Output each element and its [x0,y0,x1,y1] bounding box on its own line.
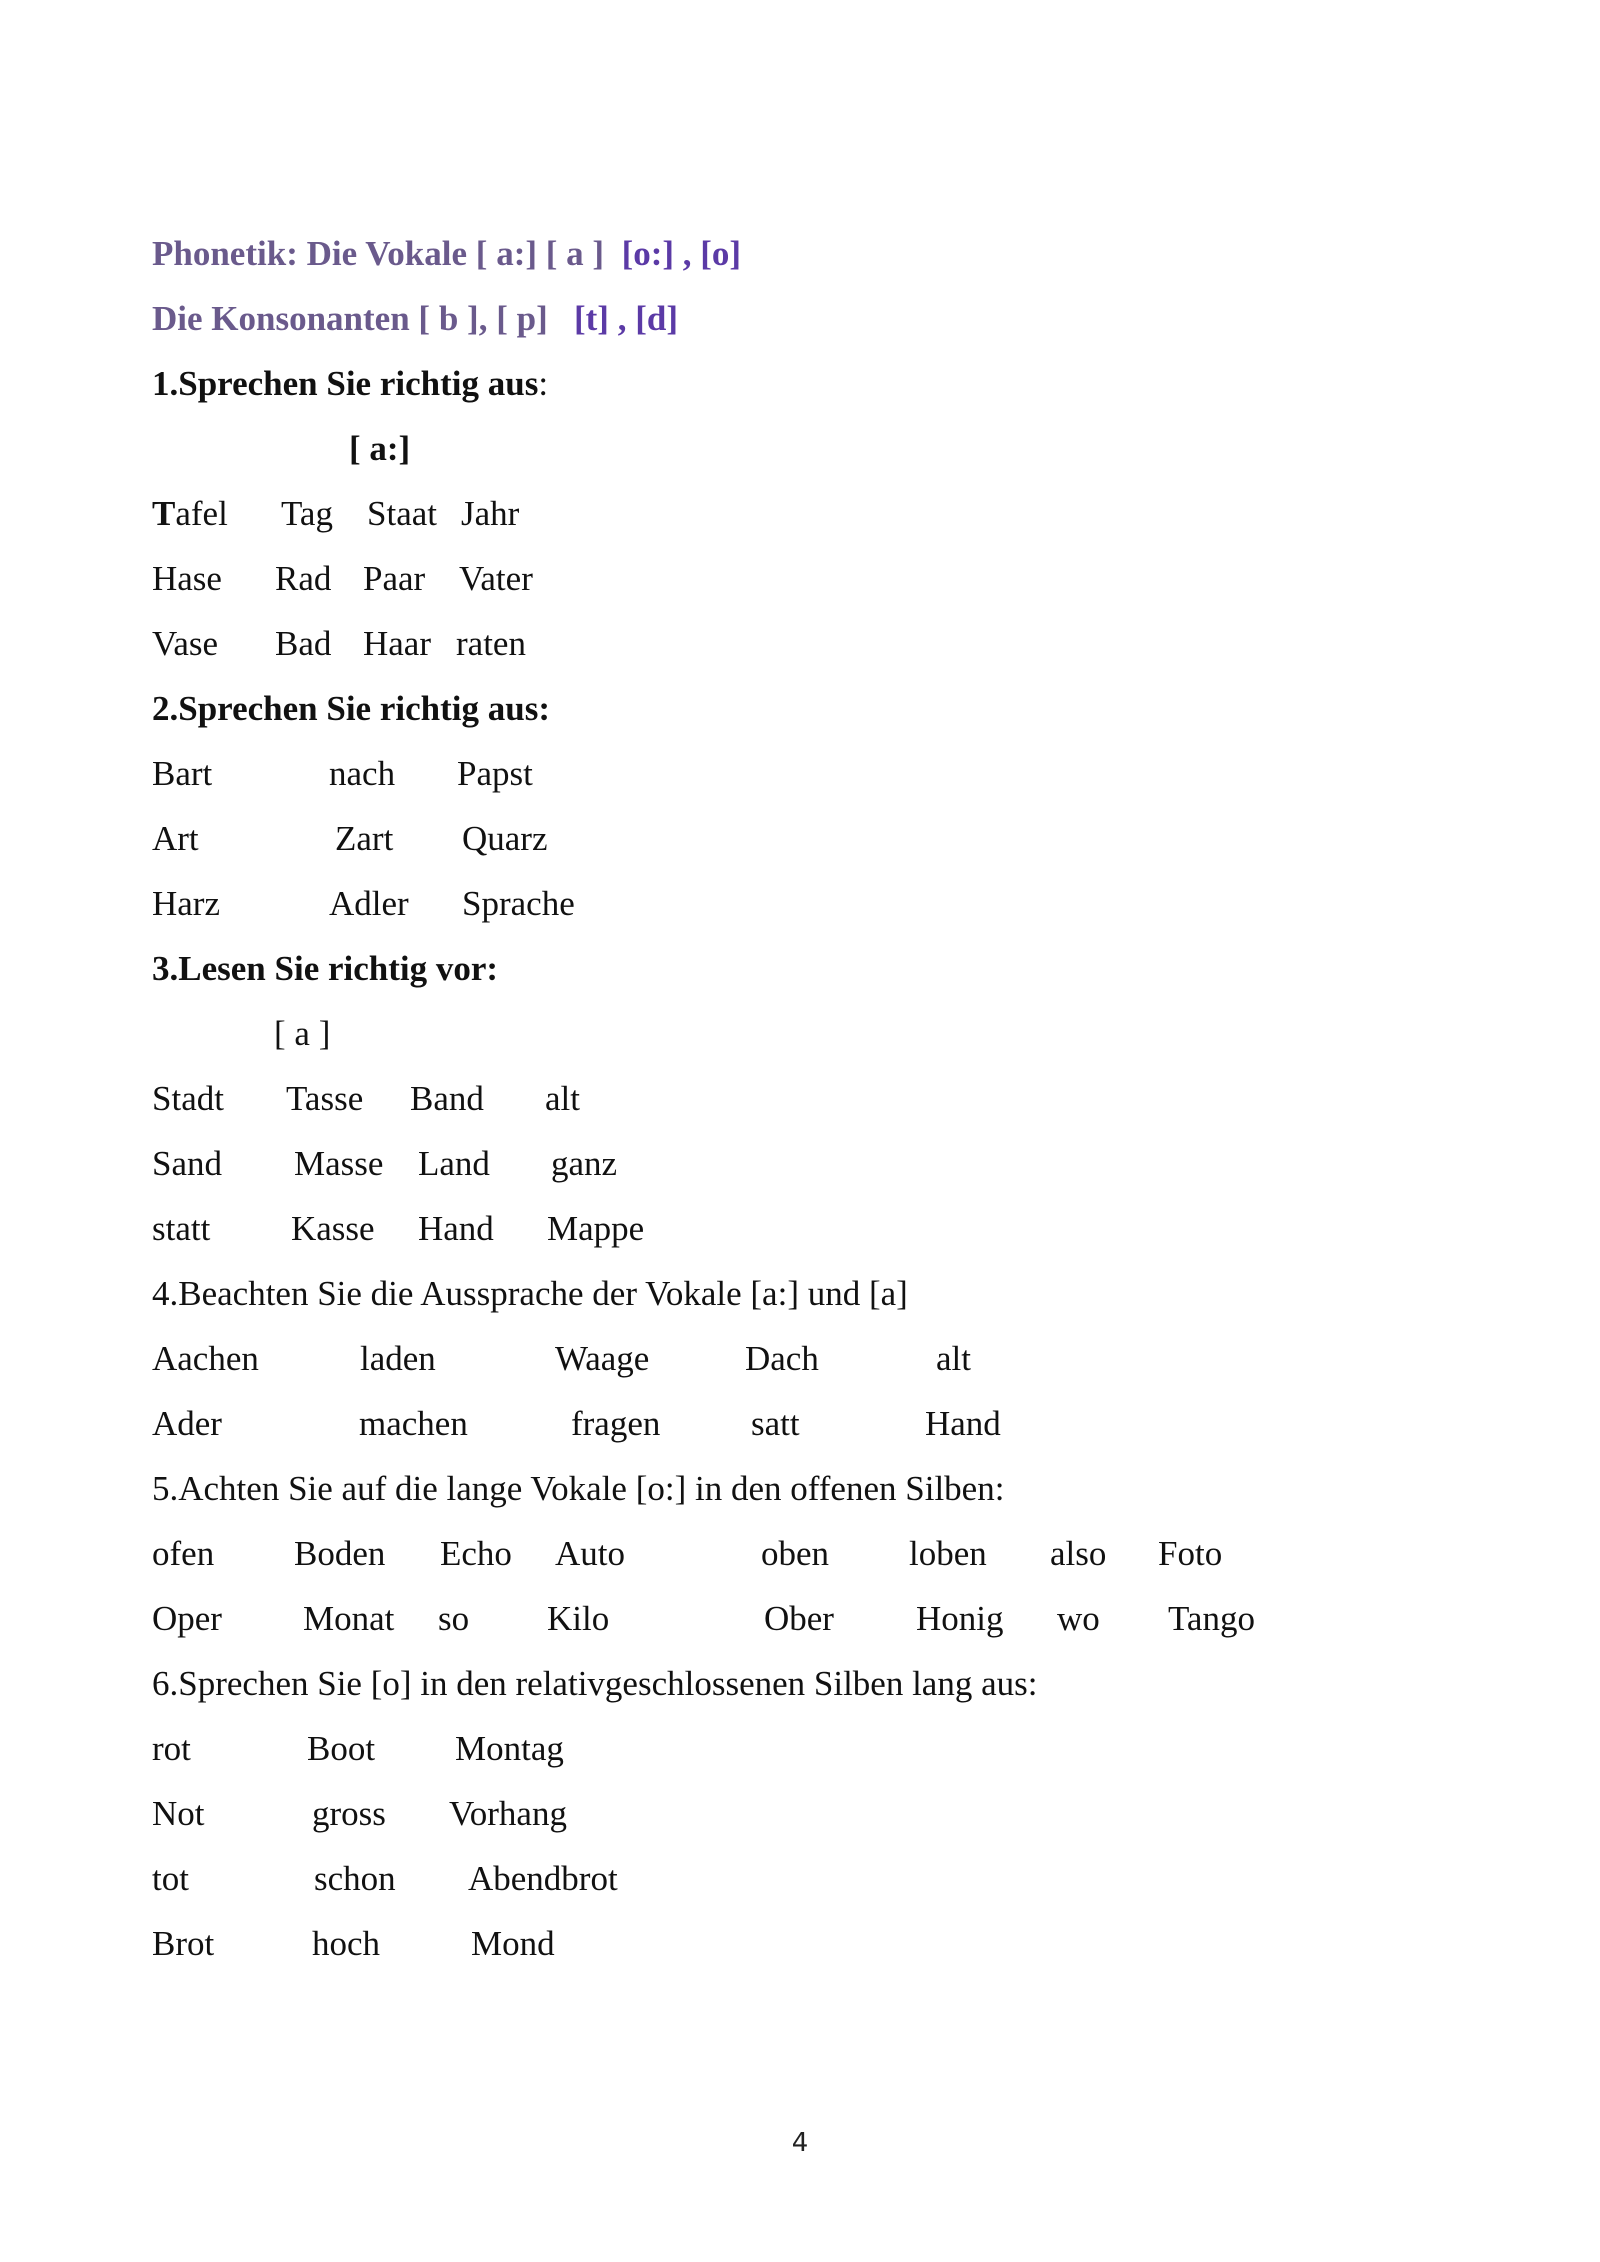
exercise-1-title-colon: : [538,364,549,403]
exercise-1-title [152,362,548,406]
word: Vorhang [449,1794,567,1833]
word: Hand [925,1404,1001,1443]
header-consonants [152,297,678,341]
word-rest: afel [175,494,228,533]
word: Foto [1158,1534,1223,1573]
word: satt [751,1404,800,1443]
word: Vater [459,559,533,598]
word: machen [359,1404,468,1443]
word: Boot [307,1729,376,1768]
word: Brot [152,1924,215,1963]
exercise-3-title: 3.Lesen Sie richtig vor: [152,949,499,988]
exercise-1-title-text: 1.Sprechen Sie richtig aus [152,364,539,403]
word: Rad [275,559,332,598]
word: Kilo [547,1599,610,1638]
word: tot [152,1859,189,1898]
word: loben [909,1534,987,1573]
word: Kasse [291,1209,375,1248]
word: fragen [571,1404,661,1443]
word: Quarz [462,819,548,858]
word: nach [329,754,396,793]
word: Not [152,1794,205,1833]
page-number: 4 [791,2128,809,2158]
word: Haar [363,624,432,663]
word: Adler [329,884,409,923]
word: Tag [281,494,333,533]
word: rot [152,1729,191,1768]
word: so [438,1599,470,1638]
word: Zart [335,819,394,858]
word: raten [456,624,526,663]
word: statt [152,1209,211,1248]
word: Honig [916,1599,1004,1638]
word: Boden [294,1534,386,1573]
word: alt [936,1339,971,1378]
word: Montag [455,1729,564,1768]
word: Stadt [152,1079,224,1118]
header-vowels [152,232,741,276]
word: Sprache [462,884,575,923]
word: schon [314,1859,396,1898]
word: ofen [152,1534,215,1573]
initial-letter: T [152,494,176,533]
word: Waage [555,1339,650,1378]
word: ganz [551,1144,618,1183]
word: Art [152,819,199,858]
word: Mappe [547,1209,645,1248]
word: Mond [471,1924,555,1963]
word: Masse [294,1144,384,1183]
header-vowels-part2: [o:] , [o] [621,234,742,273]
word: Bart [152,754,213,793]
word: gross [312,1794,386,1833]
word: Jahr [461,494,520,533]
word: oben [761,1534,830,1573]
word: Dach [745,1339,819,1378]
word: Ader [152,1404,222,1443]
word: also [1050,1534,1107,1573]
word: Tango [1168,1599,1255,1638]
header-consonants-part2: [t] , [d] [573,299,678,338]
word: wo [1057,1599,1100,1638]
word: Paar [363,559,426,598]
word: Auto [555,1534,625,1573]
word: Ober [764,1599,834,1638]
word: Tasse [286,1079,364,1118]
word: Aachen [152,1339,259,1378]
word: Hand [418,1209,494,1248]
word: Abendbrot [468,1859,618,1898]
word: Echo [440,1534,512,1573]
word: Staat [367,494,437,533]
word: hoch [312,1924,381,1963]
word: Monat [303,1599,395,1638]
exercise-6-title: 6.Sprechen Sie [o] in den relativgeschlossenen Silben lang aus: [152,1664,1038,1703]
word: Bad [275,624,332,663]
exercise-3-sound: [ a ] [274,1014,331,1053]
word: Land [418,1144,490,1183]
word: Oper [152,1599,222,1638]
header-vowels-part1: Phonetik: Die Vokale [ a:] [ a ] [152,234,605,273]
exercise-2-title: 2.Sprechen Sie richtig aus: [152,689,550,728]
word: Harz [152,884,221,923]
word: Papst [457,754,533,793]
word: Sand [152,1144,222,1183]
exercise-5-title: 5.Achten Sie auf die lange Vokale [o:] in den offenen Silben: [152,1469,1005,1508]
exercise-1-sound: [ a:] [349,429,411,468]
word: Band [410,1079,484,1118]
word: Hase [152,559,222,598]
exercise-4-title: 4.Beachten Sie die Aussprache der Vokale [a:] und [a] [152,1274,908,1313]
header-consonants-part1: Die Konsonanten [ b ], [ p] [152,299,548,338]
word: laden [360,1339,436,1378]
word: alt [545,1079,580,1118]
word: Vase [152,624,219,663]
